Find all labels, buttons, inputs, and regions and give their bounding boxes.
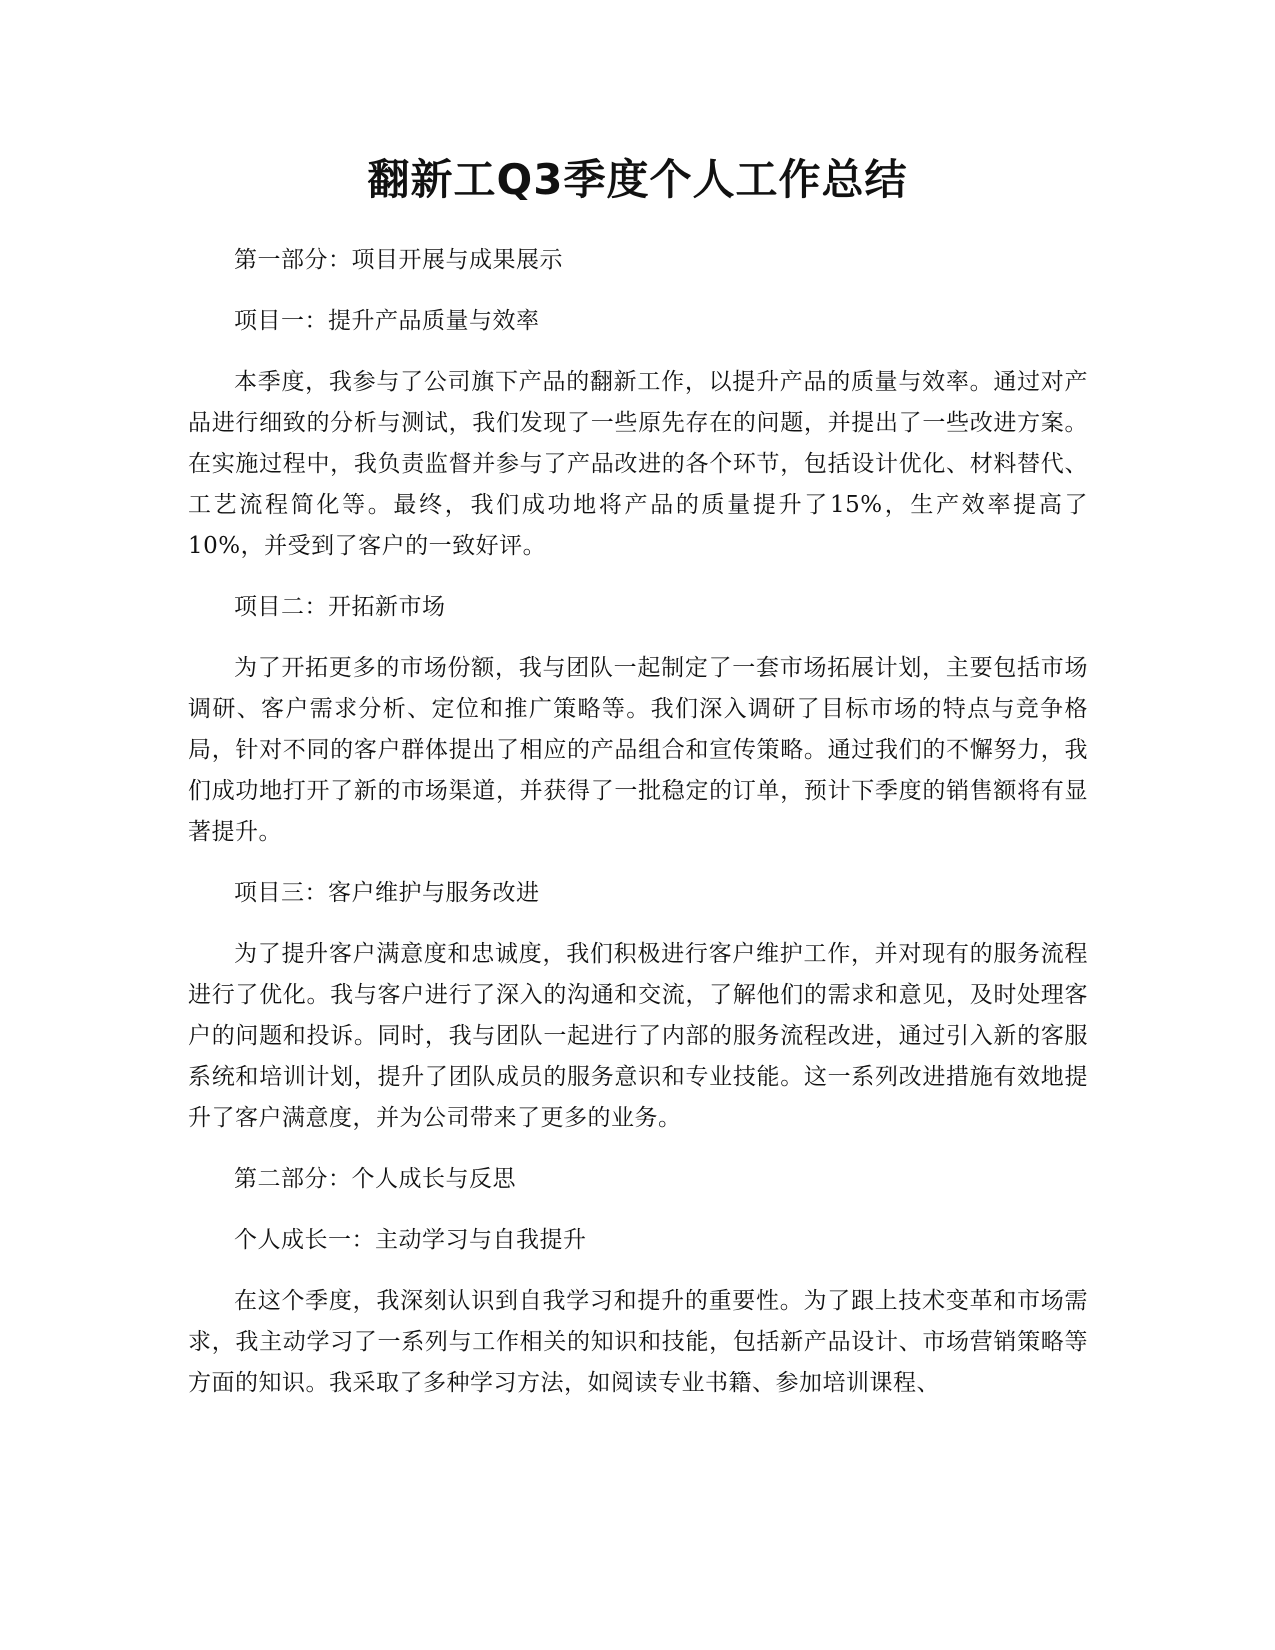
subheading-project-three: 项目三：客户维护与服务改进: [234, 880, 540, 906]
subheading-project-two: 项目二：开拓新市场: [234, 594, 446, 620]
paragraph-project-one: 本季度，我参与了公司旗下产品的翻新工作，以提升产品的质量与效率。通过对产品进行细致的分析与测试，我们发现了一些原先存在的问题，并提出了一些改进方案。在实施过程中，我负责监督并参与了产品改进的各个环节，包括设计优化、材料替代、工艺流程简化等。最终，我们成功地将产品的质量提升了15%，生产效率提高了10%，并受到了客户的一致好评。: [188, 369, 1088, 559]
subheading-project-one: 项目一：提升产品质量与效率: [234, 308, 540, 334]
document-title: 翻新工Q3季度个人工作总结: [367, 155, 908, 204]
paragraph-growth-one: 在这个季度，我深刻认识到自我学习和提升的重要性。为了跟上技术变革和市场需求，我主动学习了一系列与工作相关的知识和技能，包括新产品设计、市场营销策略等方面的知识。我采取了多种学习方法，如阅读专业书籍、参加培训课程、: [188, 1288, 1088, 1396]
section-heading-part-one: 第一部分：项目开展与成果展示: [234, 247, 563, 273]
paragraph-project-three: 为了提升客户满意度和忠诚度，我们积极进行客户维护工作，并对现有的服务流程进行了优化。我与客户进行了深入的沟通和交流，了解他们的需求和意见，及时处理客户的问题和投诉。同时，我与团队一起进行了内部的服务流程改进，通过引入新的客服系统和培训计划，提升了团队成员的服务意识和专业技能。这一系列改进措施有效地提升了客户满意度，并为公司带来了更多的业务。: [188, 941, 1088, 1131]
paragraph-project-two: 为了开拓更多的市场份额，我与团队一起制定了一套市场拓展计划，主要包括市场调研、客户需求分析、定位和推广策略等。我们深入调研了目标市场的特点与竞争格局，针对不同的客户群体提出了相应的产品组合和宣传策略。通过我们的不懈努力，我们成功地打开了新的市场渠道，并获得了一批稳定的订单，预计下季度的销售额将有显著提升。: [188, 655, 1088, 845]
document-body: [188, 240, 1088, 1424]
subheading-growth-one: 个人成长一：主动学习与自我提升: [234, 1227, 587, 1253]
section-heading-part-two: 第二部分：个人成长与反思: [234, 1166, 516, 1192]
